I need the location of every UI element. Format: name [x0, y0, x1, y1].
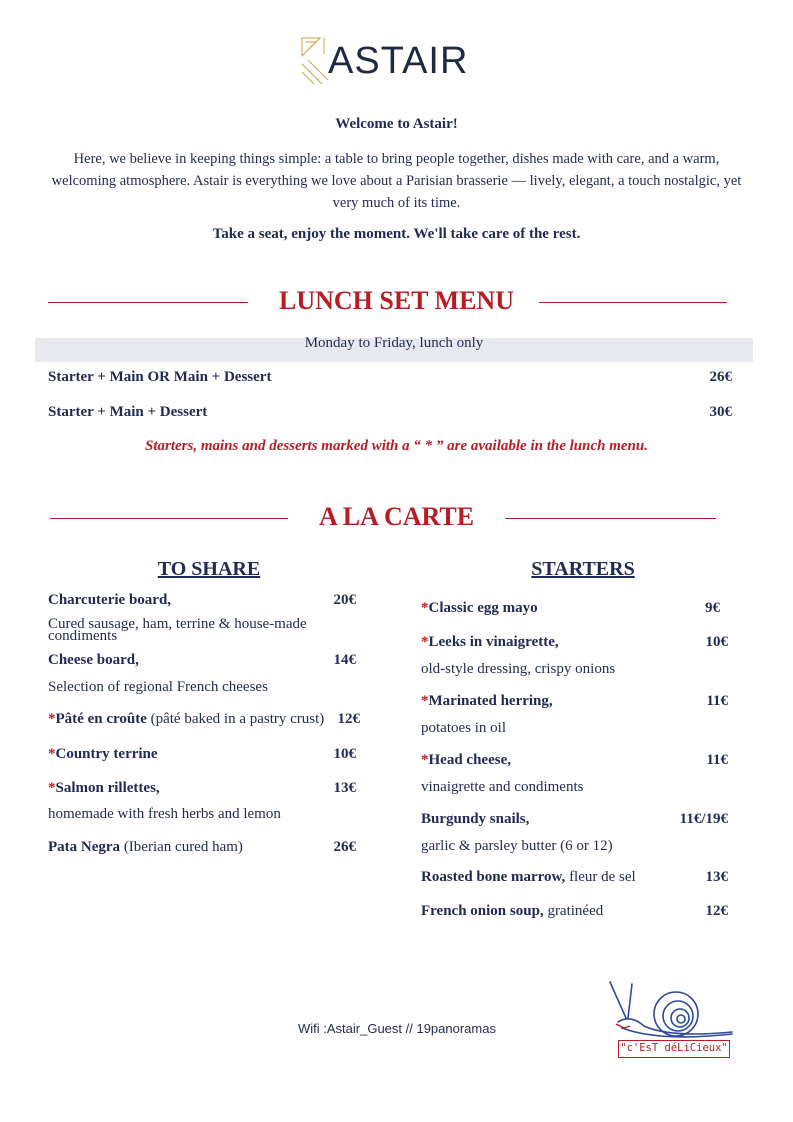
menu-item-name: Charcuterie board, — [48, 592, 172, 608]
menu-item-price: 13€ — [333, 780, 356, 796]
menu-item-name: *Salmon rillettes, — [48, 780, 160, 796]
lunch-option-1-price: 26€ — [709, 369, 732, 385]
menu-item-desc: old-style dressing, crispy onions — [421, 661, 616, 677]
menu-item-name: Roasted bone marrow, fleur de sel — [421, 869, 636, 885]
menu-item-price: 26€ — [333, 839, 356, 855]
menu-item-name: French onion soup, gratinéed — [421, 903, 604, 919]
lunch-option-2: Starter + Main + Dessert — [48, 404, 208, 420]
menu-item-price: 12€ — [337, 711, 360, 727]
to-share-title: TO SHARE — [157, 558, 261, 580]
lunch-title: LUNCH SET MENU — [278, 286, 514, 315]
lunch-section-header — [0, 286, 793, 318]
divider-right — [505, 518, 716, 519]
menu-item-price: 20€ — [333, 592, 356, 608]
lunch-option-2-price: 30€ — [709, 404, 732, 420]
menu-item-name: *Head cheese, — [421, 752, 511, 768]
lunch-subtitle-band — [35, 335, 753, 362]
menu-item-desc: garlic & parsley butter (6 or 12) — [421, 838, 613, 854]
stamp-delicieux: "c'EsT déLiCieux" — [618, 1040, 730, 1058]
menu-item-desc: homemade with fresh herbs and lemon — [48, 806, 281, 822]
menu-item-desc: potatoes in oil — [421, 720, 506, 736]
menu-item-name: *Marinated herring, — [421, 693, 553, 709]
menu-item-desc: vinaigrette and condiments — [421, 779, 584, 795]
menu-item-price: 11€ — [706, 752, 728, 768]
lunch-note: Starters, mains and desserts marked with a “ * ” are available in the lunch menu. — [145, 438, 648, 454]
wifi-info: Wifi :Astair_Guest // 19panoramas — [298, 1021, 496, 1036]
menu-item-price: 10€ — [333, 746, 356, 762]
carte-title: A LA CARTE — [318, 502, 475, 531]
menu-item-price: 14€ — [333, 652, 356, 668]
menu-item-price: 11€ — [706, 693, 728, 709]
menu-item-price: 10€ — [705, 634, 728, 650]
logo-text: ASTAIR — [328, 40, 469, 82]
lunch-subtitle: Monday to Friday, lunch only — [304, 335, 484, 351]
menu-item-name: *Country terrine — [48, 746, 158, 762]
welcome-text: Here, we believe in keeping things simple: a table to bring people together, dishes made with care, and a warm, welcoming atmosphere. Astair is everything we love about a Parisian brasserie — lively, elegant, a touch nostalgic, yet very much of its time. — [51, 151, 742, 211]
menu-item-name: Burgundy snails, — [421, 811, 530, 827]
welcome-title: Welcome to Astair! — [335, 116, 458, 132]
welcome-tagline: Take a seat, enjoy the moment. We'll take care of the rest. — [212, 226, 581, 242]
lunch-option-1: Starter + Main OR Main + Dessert — [48, 369, 272, 385]
menu-item-price: 9€ — [705, 600, 720, 616]
menu-item-name: *Pâté en croûte (pâté baked in a pastry crust) — [48, 711, 325, 727]
menu-item-name: *Classic egg mayo — [421, 600, 538, 616]
menu-item-name: Cheese board, — [48, 652, 139, 668]
starters-title: STARTERS — [531, 558, 635, 580]
menu-item-desc: Selection of regional French cheeses — [48, 679, 268, 695]
menu-item-price: 11€/19€ — [679, 811, 728, 827]
astair-logo — [298, 34, 478, 90]
divider-right — [539, 302, 727, 303]
menu-item-name: Pata Negra (Iberian cured ham) — [48, 839, 243, 855]
menu-item-name: *Leeks in vinaigrette, — [421, 634, 559, 650]
menu-item-price: 12€ — [705, 903, 728, 919]
menu-item-desc: Cured sausage, ham, terrine & house-made condiments — [48, 616, 307, 644]
carte-section-header — [0, 502, 793, 534]
menu-item-price: 13€ — [705, 869, 728, 885]
